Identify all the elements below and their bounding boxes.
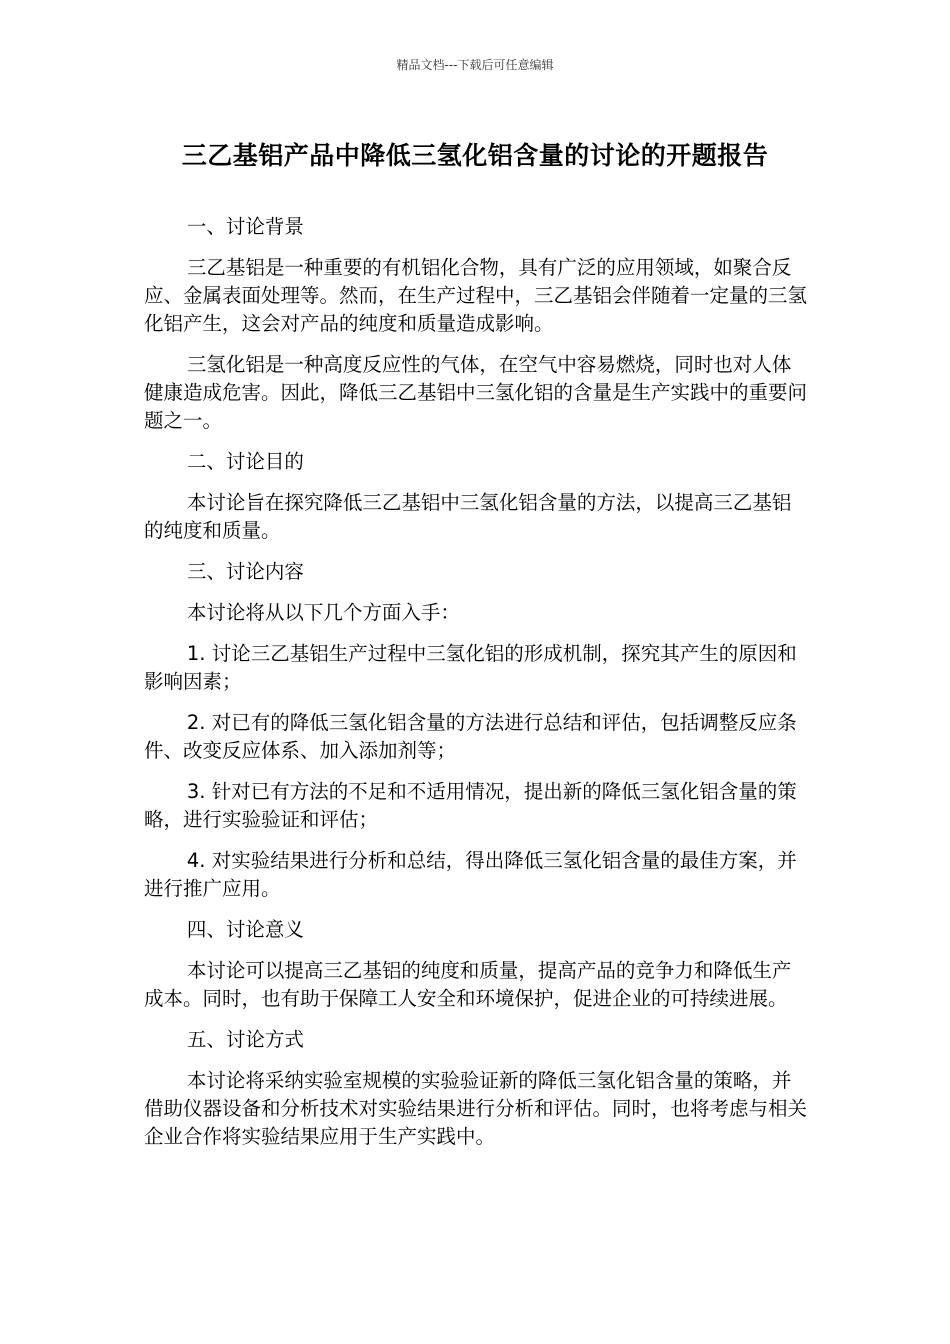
page-header-note: 精品文档---下载后可任意编辑 bbox=[396, 58, 554, 72]
section-heading-content: 三、讨论内容 bbox=[186, 560, 304, 583]
background-paragraph-2: 三氢化铝是一种高度反应性的气体，在空气中容易燃烧，同时也对人体健康造成危害。因此，降低三乙基铝中三氢化铝的含量是生产实践中的重要问题之一。 bbox=[144, 353, 808, 432]
document-title: 三乙基铝产品中降低三氢化铝含量的讨论的开题报告 bbox=[181, 141, 769, 170]
background-paragraph-1: 三乙基铝是一种重要的有机铝化合物，具有广泛的应用领域，如聚合反应、金属表面处理等。然而，在生产过程中，三乙基铝会伴随着一定量的三氢化铝产生，这会对产品的纯度和质量造成影响。 bbox=[144, 256, 808, 335]
content-list-item-3: 3. 针对已有方法的不足和不适用情况，提出新的降低三氢化铝含量的策略，进行实验验证和评估； bbox=[144, 780, 797, 831]
purpose-paragraph-1: 本讨论旨在探究降低三乙基铝中三氢化铝含量的方法，以提高三乙基铝的纯度和质量。 bbox=[144, 491, 792, 542]
content-intro: 本讨论将从以下几个方面入手： bbox=[186, 601, 460, 624]
method-paragraph-1: 本讨论将采纳实验室规模的实验验证新的降低三氢化铝含量的策略，并借助仪器设备和分析技术对实验结果进行分析和评估。同时，也将考虑与相关企业合作将实验结果应用于生产实践中。 bbox=[144, 1069, 808, 1148]
content-list-item-1: 1. 讨论三乙基铝生产过程中三氢化铝的形成机制，探究其产生的原因和影响因素； bbox=[144, 642, 797, 693]
section-heading-method: 五、讨论方式 bbox=[186, 1028, 304, 1051]
section-heading-background: 一、讨论背景 bbox=[186, 215, 304, 238]
content-list-item-2: 2. 对已有的降低三氢化铝含量的方法进行总结和评估，包括调整反应条件、改变反应体系、加入添加剂等； bbox=[144, 711, 797, 762]
significance-paragraph-1: 本讨论可以提高三乙基铝的纯度和质量，提高产品的竞争力和降低生产成本。同时，也有助于保障工人安全和环境保护，促进企业的可持续进展。 bbox=[144, 959, 792, 1010]
content-list-item-4: 4. 对实验结果进行分析和总结，得出降低三氢化铝含量的最佳方案，并进行推广应用。 bbox=[144, 849, 797, 900]
section-heading-significance: 四、讨论意义 bbox=[186, 918, 304, 941]
document-body bbox=[144, 213, 808, 1164]
section-heading-purpose: 二、讨论目的 bbox=[186, 450, 304, 473]
